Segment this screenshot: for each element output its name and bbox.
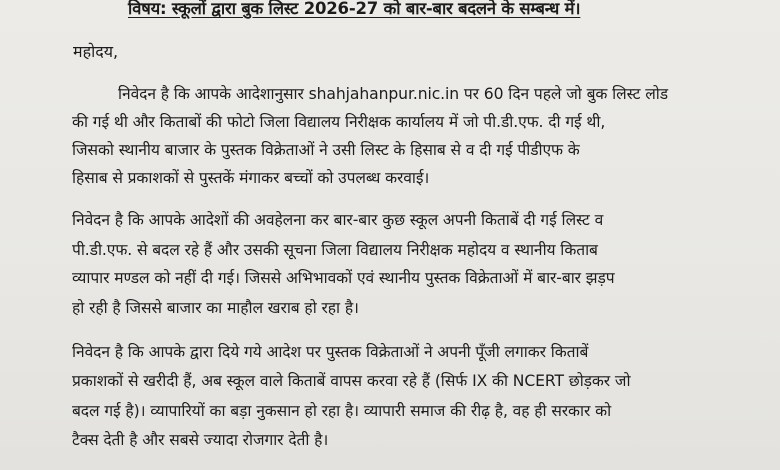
paragraph-2-line-4: हो रही है जिससे बाजार का माहौल खराब हो रहा है। [72,299,359,317]
paragraph-3-line-3: बदल गई है)। व्यापारियों का बड़ा नुकसान हो रहा है। व्यापारी समाज की रीढ़ है, वह ही सरकार को [72,402,612,420]
paragraph-3-line-2: प्रकाशकों से खरीदी हैं, अब स्कूल वाले किताबें वापस करवा रहे हैं (सिर्फ IX की NCERT छोड़कर जो [72,372,631,390]
paragraph-2-line-1: निवेदन है कि आपके आदेशों की अवहेलना कर बार-बार कुछ स्कूल अपनी किताबें दी गई लिस्ट व [72,211,604,229]
paragraph-1-line-3: जिसको स्थानीय बाजार के पुस्तक विक्रेताओं ने उसी लिस्ट के हिसाब से व दी गई पीडीएफ के [72,141,580,159]
paragraph-1-line-1: निवेदन है कि आपके आदेशानुसार shahjahanpur.nic.in पर 60 दिन पहले जो बुक लिस्ट लोड [118,85,668,103]
paragraph-3-line-1: निवेदन है कि आपके द्वारा दिये गये आदेश पर पुस्तक विक्रेताओं ने अपनी पूँजी लगाकर किताबें [72,343,589,361]
letter-salutation: महोदय, [73,42,119,61]
letter-subject: विषय: स्कूलों द्वारा बुक लिस्ट 2026-27 को बार-बार बदलने के सम्बन्ध में। [128,0,581,18]
paragraph-2-line-3: व्यापार मण्डल को नहीं दी गई। जिससे अभिभावकों एवं स्थानीय पुस्तक विक्रेताओं में बार-बार झड़प [72,269,615,287]
paragraph-2-line-2: पी.डी.एफ. से बदल रहे हैं और उसकी सूचना जिला विद्यालय निरीक्षक महोदय व स्थानीय किताब [72,241,598,259]
paragraph-1-line-4: हिसाब से प्रकाशकों से पुस्तकें मंगाकर बच्चों को उपलब्ध करवाई। [72,169,430,187]
paragraph-1-line-2: की गई थी और किताबों की फोटो जिला विद्यालय निरीक्षक कार्यालय में जो पी.डी.एफ. दी गई थी, [72,113,606,131]
paragraph-3-line-4: टैक्स देती है और सबसे ज्यादा रोजगार देती है। [72,431,329,449]
